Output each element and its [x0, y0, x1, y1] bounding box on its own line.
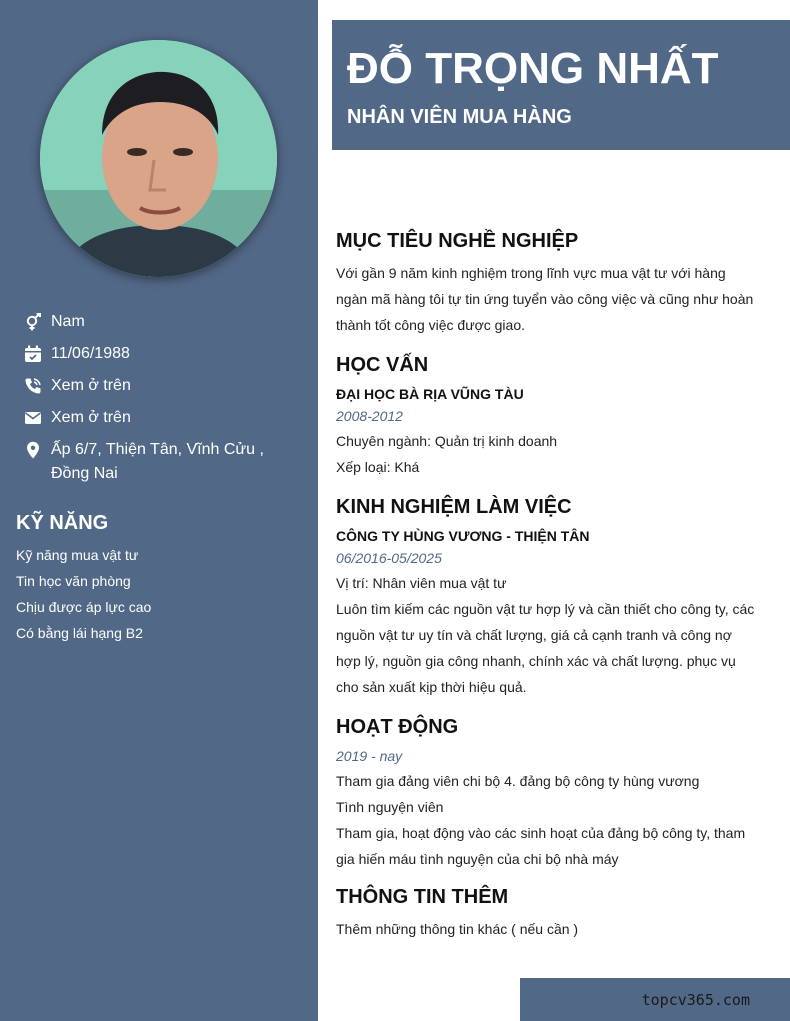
info-gender: [24, 310, 306, 334]
experience-period: 06/2016-05/2025: [336, 550, 442, 566]
info-phone-text: Xem ở trên: [51, 377, 131, 394]
footer-bar: [520, 978, 790, 1021]
gender-icon: [24, 313, 42, 331]
activities-heading: HOẠT ĐỘNG: [336, 716, 459, 738]
info-address: [24, 438, 306, 486]
skills-heading: KỸ NĂNG: [16, 512, 109, 534]
candidate-role: NHÂN VIÊN MUA HÀNG: [347, 106, 572, 128]
experience-section: [336, 494, 760, 700]
email-icon: [24, 409, 42, 427]
sidebar: [0, 0, 318, 1021]
experience-position: Vị trí: Nhân viên mua vật tư: [336, 575, 507, 591]
info-birthday: [24, 342, 306, 366]
extra-info-heading: THÔNG TIN THÊM: [336, 886, 509, 908]
extra-info-section: [336, 884, 760, 942]
objective-text: Với gần 9 năm kinh nghiệm trong lĩnh vực mua vật tư với hàng ngàn mã hàng tôi tự tin ứng tuyển vào công việc và cũng như hoàn thành tốt công việc được giao.: [336, 265, 754, 333]
site-watermark: topcv365.com: [641, 991, 750, 1009]
location-icon: [24, 441, 42, 459]
activities-section: [336, 714, 760, 872]
activities-period: 2019 - nay: [336, 748, 403, 764]
info-birthday-text: 11/06/1988: [51, 345, 130, 362]
skill-item: Tin học văn phòng: [16, 573, 131, 589]
candidate-name: ĐỖ TRỌNG NHẤT: [347, 44, 719, 93]
activity-line: Tham gia đảng viên chi bộ 4. đảng bộ công ty hùng vương: [336, 773, 700, 789]
cv-main-content: [336, 228, 760, 942]
skills-list: [16, 542, 306, 646]
objective-section: [336, 228, 760, 338]
education-grade: Xếp loại: Khá: [336, 459, 420, 475]
school-name: ĐẠI HỌC BÀ RỊA VŨNG TÀU: [336, 386, 524, 402]
education-period: 2008-2012: [336, 408, 403, 424]
info-gender-text: Nam: [51, 313, 85, 330]
info-address-text: Ấp 6/7, Thiện Tân, Vĩnh Cửu , Đồng Nai: [51, 441, 264, 482]
info-email: [24, 406, 306, 430]
calendar-icon: [24, 345, 42, 363]
info-phone: [24, 374, 306, 398]
skill-item: Chịu được áp lực cao: [16, 599, 152, 615]
profile-photo: [40, 40, 277, 277]
education-heading: HỌC VẤN: [336, 354, 429, 376]
skill-item: Kỹ năng mua vật tư: [16, 547, 139, 563]
activity-line: Tình nguyện viên: [336, 799, 444, 815]
phone-icon: [24, 377, 42, 395]
extra-info-text: Thêm những thông tin khác ( nếu cần ): [336, 921, 579, 937]
education-major: Chuyên ngành: Quản trị kinh doanh: [336, 433, 558, 449]
experience-description: Luôn tìm kiếm các nguồn vật tư hợp lý và cần thiết cho công ty, các nguồn vật tư uy tín và chất lượng, giá cả cạnh tranh và công nợ hợp lý, nguồn gia công nhanh, chính xác và chất lượng. phục vụ cho sản xuất kịp thời hiệu quả.: [336, 601, 755, 695]
company-name: CÔNG TY HÙNG VƯƠNG - THIỆN TÂN: [336, 528, 590, 544]
info-email-text: Xem ở trên: [51, 409, 131, 426]
cv-header: [332, 20, 790, 150]
activity-line: Tham gia, hoạt động vào các sinh hoạt của đảng bộ công ty, tham gia hiến máu tình nguyện của chi bộ nhà máy: [336, 825, 746, 867]
objective-heading: MỤC TIÊU NGHỀ NGHIỆP: [336, 230, 579, 252]
experience-heading: KINH NGHIỆM LÀM VIỆC: [336, 496, 572, 518]
education-section: [336, 352, 760, 480]
personal-info-list: [24, 310, 306, 494]
skill-item: Có bằng lái hạng B2: [16, 625, 143, 641]
